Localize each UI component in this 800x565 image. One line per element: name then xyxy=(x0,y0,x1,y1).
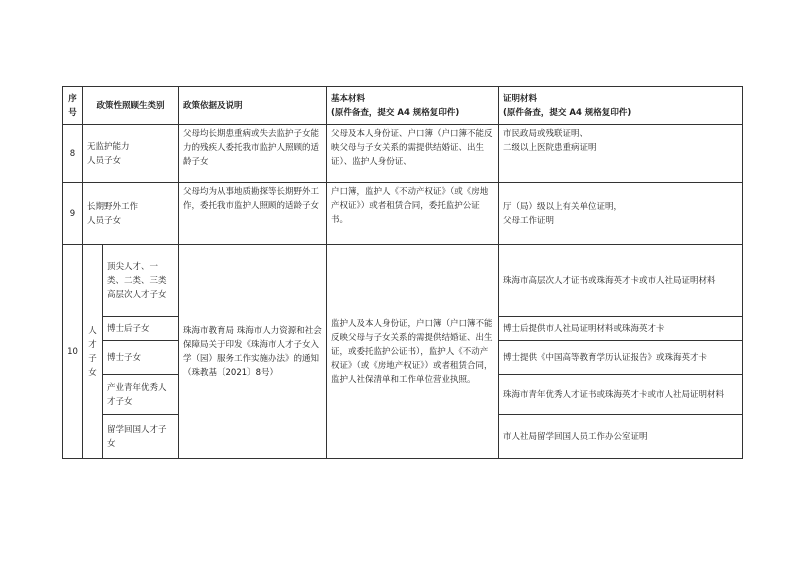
row-number: 10 xyxy=(63,245,83,459)
header-proof: 证明材料 (原件备查，提交 A4 规格复印件) xyxy=(499,87,743,125)
row-materials: 父母及本人身份证、户口簿（户口簿不能反映父母与子女关系的需提供结婚证、出生证）、监护人身份证、 xyxy=(327,125,499,183)
sub-proof: 市人社局留学回国人员工作办公室证明 xyxy=(499,415,743,459)
sub-category: 顶尖人才、一类、二类、三类高层次人才子女 xyxy=(103,245,179,317)
row-basis: 父母均长期患重病或失去监护子女能力的残疾人委托我市监护人照顾的适龄子女 xyxy=(179,125,327,183)
row-group-label: 人 才 子 女 xyxy=(83,245,103,459)
header-no: 序 号 xyxy=(63,87,83,125)
table-row xyxy=(63,125,743,183)
row-number: 9 xyxy=(63,183,83,245)
sub-category: 留学回国人才子女 xyxy=(103,415,179,459)
row-materials: 监护人及本人身份证，户口簿（户口簿不能反映父母与子女关系的需提供结婚证、出生证，或委托监护公证书），监护人《不动产权证》（或《房地产权证》）或者租赁合同，监护人社保清单和工作单位营业执照。 xyxy=(327,245,499,459)
sub-proof: 珠海市高层次人才证书或珠海英才卡或市人社局证明材料 xyxy=(499,245,743,317)
row-proof: 市民政局或残联证明、 二级以上医院患重病证明 xyxy=(499,125,743,183)
row-category: 长期野外工作 人员子女 xyxy=(83,183,179,245)
table-row xyxy=(63,245,743,317)
row-materials: 户口簿，监护人《不动产权证》（或《房地产权证》）或者租赁合同，委托监护公证书。 xyxy=(327,183,499,245)
sub-category: 博士后子女 xyxy=(103,317,179,341)
row-basis: 珠海市教育局 珠海市人力资源和社会保障局关于印发《珠海市人才子女入学（园）服务工作实施办法》的通知（珠教基〔2021〕8号） xyxy=(179,245,327,459)
sub-proof: 珠海市青年优秀人才证书或珠海英才卡或市人社局证明材料 xyxy=(499,375,743,415)
header-basis: 政策依据及说明 xyxy=(179,87,327,125)
sub-proof: 博士后提供市人社局证明材料或珠海英才卡 xyxy=(499,317,743,341)
row-number: 8 xyxy=(63,125,83,183)
row-basis: 父母均为从事地质勘探等长期野外工作，委托我市监护人照顾的适龄子女 xyxy=(179,183,327,245)
header-category: 政策性照顾生类别 xyxy=(83,87,179,125)
table-row xyxy=(63,183,743,245)
sub-category: 博士子女 xyxy=(103,341,179,375)
sub-proof: 博士提供《中国高等教育学历认证报告》或珠海英才卡 xyxy=(499,341,743,375)
row-category: 无监护能力 人员子女 xyxy=(83,125,179,183)
row-proof: 厅（局）级以上有关单位证明， 父母工作证明 xyxy=(499,183,743,245)
header-materials: 基本材料 (原件备查，提交 A4 规格复印件) xyxy=(327,87,499,125)
policy-table xyxy=(62,86,743,459)
sub-category: 产业青年优秀人才子女 xyxy=(103,375,179,415)
header-row xyxy=(63,87,743,125)
